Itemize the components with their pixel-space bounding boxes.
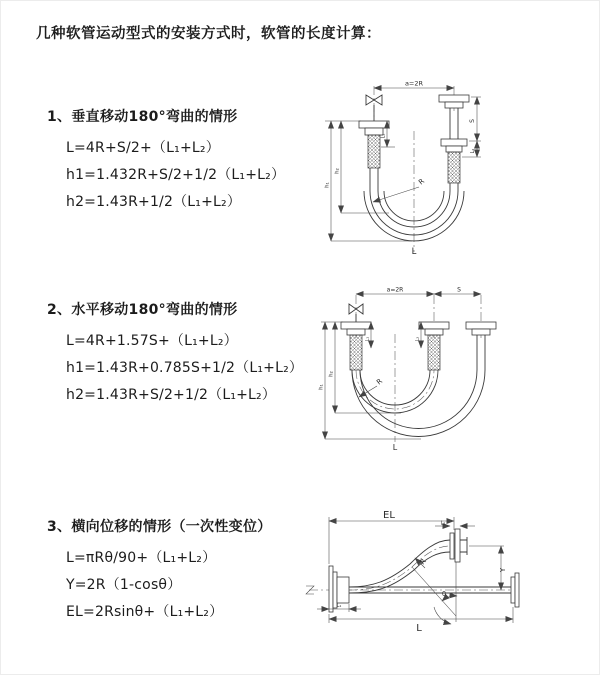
diagram-horizontal-180-bend [309,282,584,452]
section-3 [47,517,272,626]
upper-flange [450,529,467,562]
dim-l2-label: L₂ [415,336,421,342]
dim-a2r-label: a=2R [386,286,404,294]
braided-hose-section [350,335,362,370]
braided-hose-section [448,152,460,183]
dim-el-label: EL [383,510,395,521]
dim-l1-label: L₁ [380,133,387,139]
dim-l1-label: L₁ [365,336,371,342]
dim-s-label: S [469,119,476,123]
formula-line: Y=2R（1-cosθ） [66,577,182,593]
diagram-lateral-displacement [301,504,591,654]
formula-line: h2=1.43R+S/2+1/2（L₁+L₂） [66,387,277,403]
formula-line: L=4R+S/2+（L₁+L₂） [66,140,220,156]
dim-h2-label: h₂ [328,371,335,377]
dim-y-label: Y [499,567,507,573]
section-3-heading: 3、横向位移的情形（一次性变位） [47,519,272,535]
dim-a2r-label: a=2R [404,79,424,88]
dim-r-label: R [417,177,427,187]
section-2-heading: 2、水平移动180°弯曲的情形 [47,302,238,318]
right-flange [511,573,519,607]
formula-line: h1=1.432R+S/2+1/2（L₁+L₂） [66,167,286,183]
section-2 [47,300,303,409]
dim-l2-label: L₂ [440,520,446,527]
diagram-vertical-180-bend [309,73,569,258]
dim-l1-label: L₁ [336,603,342,609]
page-title: 几种软管运动型式的安装方式时，软管的长度计算： [36,26,381,42]
dim-s-label: S [457,286,461,294]
dim-l-label: L [416,623,422,634]
braided-hose-section [368,135,380,168]
pipe-fittings [341,322,496,335]
dim-h2-label: h₂ [334,168,341,174]
braided-hose-section [428,335,440,370]
dim-l-label: L [411,247,417,257]
dim-theta-label: θ [442,590,446,598]
section-1-heading: 1、垂直移动180°弯曲的情形 [47,109,238,125]
formula-line: L=4R+1.57S+（L₁+L₂） [66,333,238,349]
dim-r-label: R [375,377,385,387]
dim-l-label: L [392,443,398,452]
formula-line: h2=1.43R+1/2（L₁+L₂） [66,194,242,210]
formula-line: EL=2Rsinθ+（L₁+L₂） [66,604,224,620]
dim-h1-label: h₁ [318,384,325,390]
dim-r-label: R [418,557,428,567]
formula-line: L=πRθ/90+（L₁+L₂） [66,550,217,566]
dim-h1-label: h₁ [324,182,331,188]
section-1 [47,107,285,216]
formula-line: h1=1.43R+0.785S+1/2（L₁+L₂） [66,360,304,376]
dim-l2-label: L₂ [470,148,476,154]
